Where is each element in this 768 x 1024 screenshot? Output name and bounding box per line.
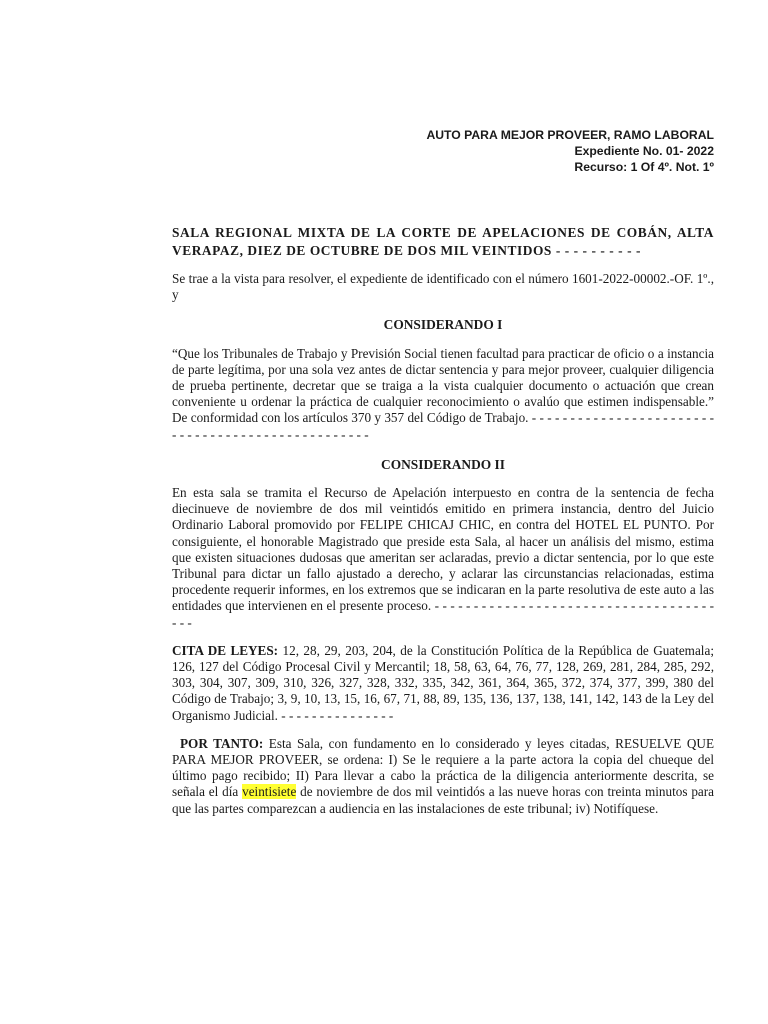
por-tanto-label: POR TANTO: (180, 735, 264, 751)
considerando-1-heading: CONSIDERANDO I (383, 317, 503, 333)
cita-de-leyes-text: 12, 28, 29, 203, 204, de la Constitución Política de la República de Guatemala; 126, 127 del Código Procesal Civil y Mercantil; 18, 58, 63, 64, 76, 77, 128, 269, 281, 284, 285, 292, 303, 304, 307, 309, 310, 326, 327, 328, 332, 335, 342, 361, 364, 365, 372, 374, 377, 399, 380 del Código de Trabajo; 3, 9, 10, 13, 15, 16, 67, 71, 88, 89, 135, 136, 137, 138, 141, 142, 143 de la Ley del Organismo Judicial. - - - - - - - - - - - - - - - (172, 642, 714, 723)
highlighted-date: veintisiete (242, 784, 297, 800)
document-body (172, 224, 714, 817)
por-tanto-text-before: Esta Sala, con fundamento en lo considerado y leyes citadas, RESUELVE QUE PARA MEJOR PROVEER, se ordena: I) Se le requiere a la parte actora la copia del chueque del último pago recibido; II) Para llevar a cabo la práctica de la diligencia anteriormente descrita, se señala el día (172, 735, 715, 800)
por-tanto-paragraph (172, 736, 714, 817)
header-title: AUTO PARA MEJOR PROVEER, RAMO LABORAL (426, 128, 714, 142)
header-expediente: Expediente No. 01- 2022 (574, 144, 714, 158)
court-title: SALA REGIONAL MIXTA DE LA CORTE DE APELACIONES DE COBÁN, ALTA VERAPAZ, DIEZ DE OCTUBRE DE DOS MIL VEINTIDOS - - - - - - - - - - (172, 225, 714, 258)
considerando-2-heading: CONSIDERANDO II (381, 456, 505, 472)
document-header (426, 127, 714, 175)
cita-de-leyes-paragraph (172, 643, 714, 724)
header-recurso: Recurso: 1 Of 4º. Not. 1º (574, 160, 714, 174)
cita-de-leyes-label: CITA DE LEYES: (172, 642, 279, 658)
considerando-1-text: “Que los Tribunales de Trabajo y Previsión Social tienen facultad para practicar de oficio o a instancia de parte legítima, por una sola vez antes de dictar sentencia y para mejor proveer, cualquier diligencia de prueba pertinente, decretar que se traiga a la vista cualquier documento o actuación que crean conveniente u ordenar la práctica de cualquier reconocimiento o avalúo que estimen indispensable.” De conformidad con los artículos 370 y 357 del Código de Trabajo. - - - - - - - - - - - - - - - - - - - - - - - - - - - - - - - - - - - - - - - - - - - - - - - - - - (172, 345, 714, 442)
intro-paragraph: Se trae a la vista para resolver, el expediente de identificado con el número 1601-2022-00002.-OF. 1º., y (172, 271, 714, 303)
considerando-2-text: En esta sala se tramita el Recurso de Apelación interpuesto en contra de la sentencia de fecha diecinueve de noviembre de dos mil veintidós emitido en primera instancia, dentro del Juicio Ordinario Laboral promovido por FELIPE CHICAJ CHIC, en contra del HOTEL EL PUNTO. Por consiguiente, el honorable Magistrado que preside esta Sala, al hacer un análisis del mismo, estima que existen situaciones dudosas que ameritan ser aclaradas, previo a dictar sentencia, por lo que este Tribunal para dictar un fallo ajustado a derecho, y aclarar las circunstancias relacionadas, estima procedente requerir informes, en los extremos que se indicaran en la parte resolutiva de este auto a las entidades que intervienen en el presente proceso. - - - - - - - - - - - - - - - - - - - - - - - - - - - - - - - - - - - - - - - (172, 485, 714, 630)
por-tanto-text-after: de noviembre de dos mil veintidós a las nueve horas con treinta minutos para que las partes comparezcan a audiencia en las instalaciones de este tribunal; iv) Notifíquese. (172, 784, 715, 816)
